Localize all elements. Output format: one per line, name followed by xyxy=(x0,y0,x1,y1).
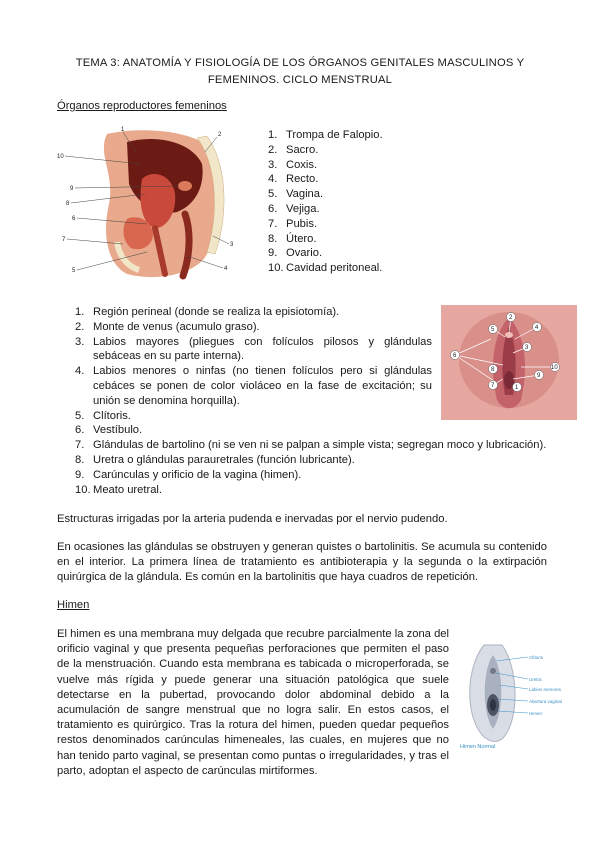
list-text: Labios mayores (pliegues con folículos pilosos y glándulas sebáceas en su parte interna). xyxy=(93,335,432,363)
list-text: Labios menores o ninfas (no tienen folículos pero si glándulas cebáces se ponen de color violáceo en la fase de excitación; su unión se denomina horquilla). xyxy=(93,365,432,407)
irrigation-paragraph: Estructuras irrigadas por la arteria pudenda e inervadas por el nervio pudendo. xyxy=(57,513,448,525)
list-item xyxy=(75,483,546,498)
genitalia-label-1: 1 xyxy=(515,385,519,391)
list-text: Carúnculas y orificio de la vagina (himen). xyxy=(93,468,302,481)
list-text: Sacro. xyxy=(286,143,319,156)
himen-label-abertura: Abertura vaginal xyxy=(529,699,562,704)
anatomy-label-7: 7 xyxy=(62,237,66,243)
list-item xyxy=(268,187,383,202)
sagittal-anatomy-illustration xyxy=(57,124,242,284)
external-structures-list xyxy=(75,305,546,497)
himen-label-uretra: Uretra xyxy=(529,677,542,682)
bartolinitis-paragraph: En ocasiones las glándulas se obstruyen y generan quistes o bartolinitis. Se acumula su contenido en el interior. La primera línea de tratamiento es antibioterapia y la segunda o la extirpación quirúrgica de la glándula. Es común en la bartolinitis que haya cuadros de repetición. xyxy=(57,541,547,584)
list-item xyxy=(75,320,546,335)
list-item xyxy=(75,468,546,483)
list-item xyxy=(268,261,383,276)
list-item xyxy=(75,438,546,453)
list-number: 3. xyxy=(75,335,85,348)
sagittal-anatomy-figure xyxy=(57,124,242,284)
anatomy-label-2: 2 xyxy=(218,132,222,138)
list-text: Ovario. xyxy=(286,247,323,260)
list-item xyxy=(268,158,383,173)
genitalia-label-4: 4 xyxy=(535,325,539,331)
list-text: Monte de venus (acumulo graso). xyxy=(93,320,260,333)
genitalia-label-7: 7 xyxy=(491,383,495,389)
anatomy-label-1: 1 xyxy=(121,127,125,133)
list-number: 5. xyxy=(268,188,278,201)
section-heading-himen: Himen xyxy=(57,599,90,611)
genitalia-label-8: 8 xyxy=(491,367,495,373)
list-number: 7. xyxy=(268,217,278,230)
anatomy-label-5: 5 xyxy=(72,268,76,274)
genitalia-label-2: 2 xyxy=(509,315,513,321)
list-item xyxy=(268,128,383,143)
genitalia-label-9: 9 xyxy=(537,373,541,379)
list-number: 6. xyxy=(268,202,278,215)
list-number: 3. xyxy=(268,158,278,171)
list-number: 10. xyxy=(75,483,91,496)
list-number: 2. xyxy=(268,143,278,156)
list-number: 2. xyxy=(75,320,85,333)
list-text: Vestíbulo. xyxy=(93,424,143,437)
himen-figure xyxy=(458,637,562,751)
list-item xyxy=(75,409,546,424)
list-item xyxy=(75,335,546,365)
list-text: Glándulas de bartolino (ni se ven ni se palpan a simple vista; segregan moco y lubricación). xyxy=(93,439,547,452)
list-item xyxy=(75,423,546,438)
list-number: 1. xyxy=(75,306,85,318)
list-text: Vagina. xyxy=(286,188,324,201)
title-line-2: FEMENINOS. CICLO MENSTRUAL xyxy=(207,74,393,86)
himen-label-clitoris: Clítoris xyxy=(529,655,544,660)
list-number: 8. xyxy=(75,453,85,466)
list-item xyxy=(75,305,546,320)
list-text: Meato uretral. xyxy=(93,483,163,496)
anatomy-label-9: 9 xyxy=(70,186,74,192)
list-text: Uretra o glándulas parauretrales (función lubricante). xyxy=(93,453,355,466)
title-line-1: TEMA 3: ANATOMÍA Y FISIOLOGÍA DE LOS ÓRGANOS GENITALES MASCULINOS Y xyxy=(75,57,525,69)
genitalia-label-5: 5 xyxy=(491,327,495,333)
list-number: 6. xyxy=(75,424,85,437)
list-number: 9. xyxy=(75,468,85,481)
section-heading-female-organs: Órganos reproductores femeninos xyxy=(57,100,227,112)
page-title xyxy=(40,55,560,89)
list-item xyxy=(268,217,383,232)
anatomy-label-6: 6 xyxy=(72,216,76,222)
list-number: 5. xyxy=(75,409,85,422)
list-item xyxy=(268,246,383,261)
himen-label-labios: Labios menores xyxy=(529,687,562,692)
list-text: Región perineal (donde se realiza la episiotomía). xyxy=(93,306,340,318)
list-text: Recto. xyxy=(286,173,319,186)
genitalia-label-6: 6 xyxy=(453,353,457,359)
list-item xyxy=(268,172,383,187)
list-text: Útero. xyxy=(286,232,317,245)
list-number: 9. xyxy=(268,247,278,260)
genitalia-label-3: 3 xyxy=(525,345,529,351)
himen-paragraph: El himen es una membrana muy delgada que recubre parcialmente la zona del orificio vaginal y que presenta pequeñas perforaciones que permiten el paso de la menstruación. Cuando esta membrana es tabicada o microperforada, se vuelve más rígida y puede generar una situación patológica que suele detectarse en la pubertad, provocando dolor abdominal debido a la acumulación de sangre menstrual que no logra salir. En estos casos, el tratamiento es quirúrgico. Tras la rotura del himen, pueden quedar pequeños restos denominados carúnculas himeneales, las cuales, en mujeres que no han tenido parto vaginal, se presentan como puntas o irregularidades, y tras el parto, adoptan el aspecto de carúnculas mirtiformes. xyxy=(57,628,449,777)
list-item xyxy=(75,453,546,468)
list-item xyxy=(268,232,383,247)
anatomy-label-4: 4 xyxy=(224,266,228,272)
himen-caption: Himen Normal xyxy=(460,744,496,750)
list-text: Coxis. xyxy=(286,158,318,171)
list-item xyxy=(268,143,383,158)
list-item xyxy=(75,364,546,408)
genitalia-label-10: 10 xyxy=(551,365,558,371)
list-text: Trompa de Falopio. xyxy=(286,129,383,141)
list-number: 7. xyxy=(75,439,85,452)
list-item xyxy=(268,202,383,217)
himen-label-himen: Himen xyxy=(529,711,543,716)
himen-illustration xyxy=(458,637,562,751)
anatomy-label-8: 8 xyxy=(66,201,70,207)
organs-list xyxy=(268,128,383,276)
anatomy-label-10: 10 xyxy=(57,154,64,160)
list-text: Vejiga. xyxy=(286,202,320,215)
anatomy-label-3: 3 xyxy=(230,242,234,248)
list-text: Pubis. xyxy=(286,217,318,230)
list-number: 8. xyxy=(268,232,278,245)
list-text: Clítoris. xyxy=(93,409,131,422)
list-number: 1. xyxy=(268,129,278,141)
list-text: Cavidad peritoneal. xyxy=(286,262,383,275)
list-number: 4. xyxy=(268,173,278,186)
list-number: 10. xyxy=(268,262,284,275)
list-number: 4. xyxy=(75,365,85,378)
